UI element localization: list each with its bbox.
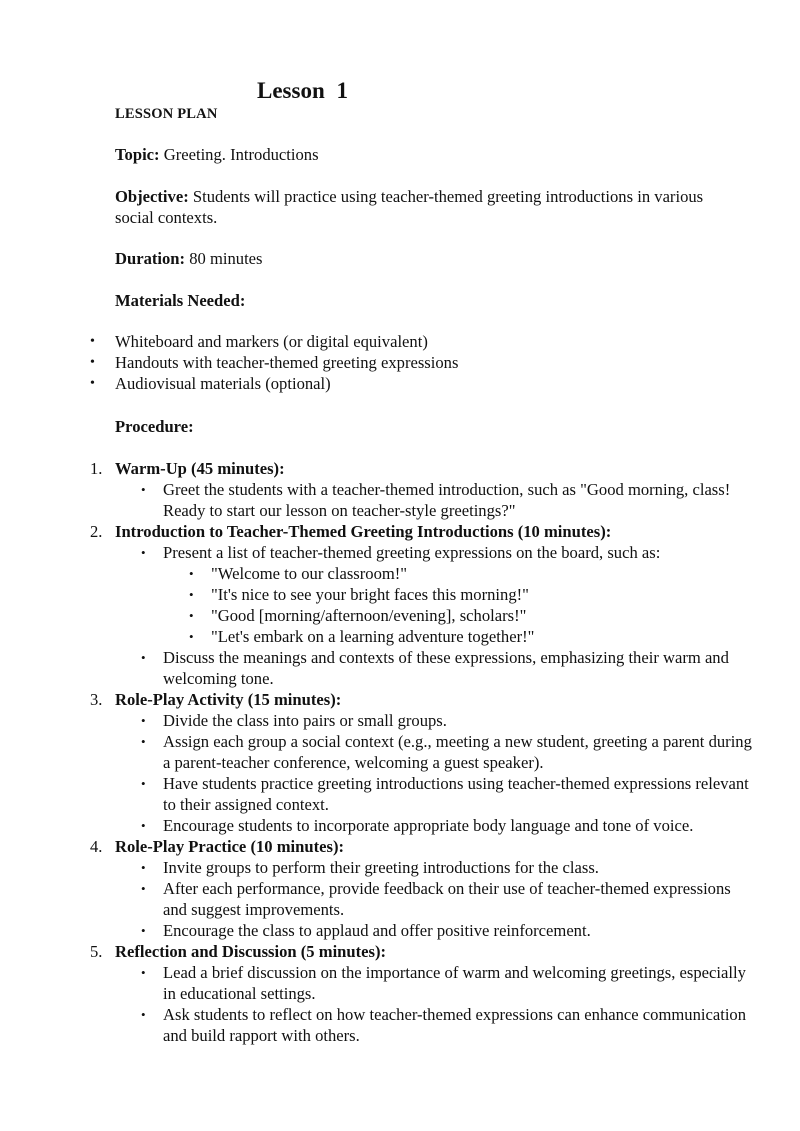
procedure-list bbox=[90, 458, 755, 1046]
example-item: • "Let's embark on a learning adventure together!" bbox=[211, 626, 755, 647]
step-number: 3. bbox=[90, 690, 103, 709]
step-number: 5. bbox=[90, 942, 103, 961]
lesson-plan-heading: LESSON PLAN bbox=[115, 106, 218, 122]
list-item: • Present a list of teacher-themed greeting expressions on the board, such as: • "Welcome to our classroom!" • "It's nice to see your bright faces this morning!" • "Good [morning/afternoon/evening], scholars!" • "Let's embark on a learning adventure together!" bbox=[163, 542, 755, 647]
step-number: 1. bbox=[90, 459, 103, 478]
procedure-step bbox=[90, 521, 755, 689]
step-items bbox=[115, 962, 755, 1046]
step-title: Reflection and Discussion (5 minutes): bbox=[115, 942, 387, 961]
example-list bbox=[163, 563, 755, 647]
list-item: • Whiteboard and markers (or digital equivalent) bbox=[115, 331, 458, 352]
list-item: • Assign each group a social context (e.g., meeting a new student, greeting a parent during a parent-teacher conference, welcoming a guest speaker). bbox=[163, 731, 755, 773]
procedure-step bbox=[90, 941, 755, 1046]
list-item: • Ask students to reflect on how teacher-themed expressions can enhance communication and build rapport with others. bbox=[163, 1004, 755, 1046]
example-item: • "It's nice to see your bright faces this morning!" bbox=[211, 584, 755, 605]
procedure-step bbox=[90, 689, 755, 836]
list-item: • Handouts with teacher-themed greeting expressions bbox=[115, 352, 458, 373]
list-item: • Invite groups to perform their greeting introductions for the class. bbox=[163, 857, 755, 878]
objective-value: Students will practice using teacher-themed greeting introductions in various social contexts. bbox=[115, 187, 704, 227]
step-items bbox=[115, 710, 755, 836]
step-title: Warm-Up (45 minutes): bbox=[115, 459, 285, 478]
objective-line bbox=[115, 186, 715, 228]
step-number: 4. bbox=[90, 837, 103, 856]
list-item: • Greet the students with a teacher-themed introduction, such as "Good morning, class! Ready to start our lesson on teacher-style greetings?" bbox=[163, 479, 755, 521]
list-item: • Divide the class into pairs or small groups. bbox=[163, 710, 755, 731]
list-item: • Lead a brief discussion on the importance of warm and welcoming greetings, especially in educational settings. bbox=[163, 962, 755, 1004]
list-item: • Discuss the meanings and contexts of these expressions, emphasizing their warm and welcoming tone. bbox=[163, 647, 755, 689]
step-title: Introduction to Teacher-Themed Greeting Introductions (10 minutes): bbox=[115, 522, 612, 541]
list-item: • Audiovisual materials (optional) bbox=[115, 373, 458, 394]
topic-line bbox=[115, 144, 715, 165]
materials-list bbox=[115, 331, 458, 394]
step-items bbox=[115, 479, 755, 521]
example-item: • "Welcome to our classroom!" bbox=[211, 563, 755, 584]
duration-value: 80 minutes bbox=[185, 249, 263, 268]
step-title: Role-Play Practice (10 minutes): bbox=[115, 837, 345, 856]
example-item: • "Good [morning/afternoon/evening], scholars!" bbox=[211, 605, 755, 626]
step-items bbox=[115, 857, 755, 941]
list-item: • Encourage the class to applaud and offer positive reinforcement. bbox=[163, 920, 755, 941]
duration-line bbox=[115, 248, 715, 269]
procedure-step bbox=[90, 458, 755, 521]
step-title: Role-Play Activity (15 minutes): bbox=[115, 690, 342, 709]
duration-label: Duration: bbox=[115, 249, 186, 268]
procedure-heading: Procedure: bbox=[115, 417, 194, 436]
objective-label: Objective: bbox=[115, 187, 189, 206]
list-item: • After each performance, provide feedback on their use of teacher-themed expressions and suggest improvements. bbox=[163, 878, 755, 920]
list-item: • Have students practice greeting introductions using teacher-themed expressions relevant to their assigned context. bbox=[163, 773, 755, 815]
list-item: • Encourage students to incorporate appropriate body language and tone of voice. bbox=[163, 815, 755, 836]
page-title: Lesson 1 bbox=[257, 78, 348, 103]
topic-label: Topic: bbox=[115, 145, 160, 164]
step-items bbox=[115, 542, 755, 689]
step-number: 2. bbox=[90, 522, 103, 541]
topic-value: Greeting. Introductions bbox=[159, 145, 319, 164]
materials-heading: Materials Needed: bbox=[115, 291, 246, 310]
procedure-step bbox=[90, 836, 755, 941]
